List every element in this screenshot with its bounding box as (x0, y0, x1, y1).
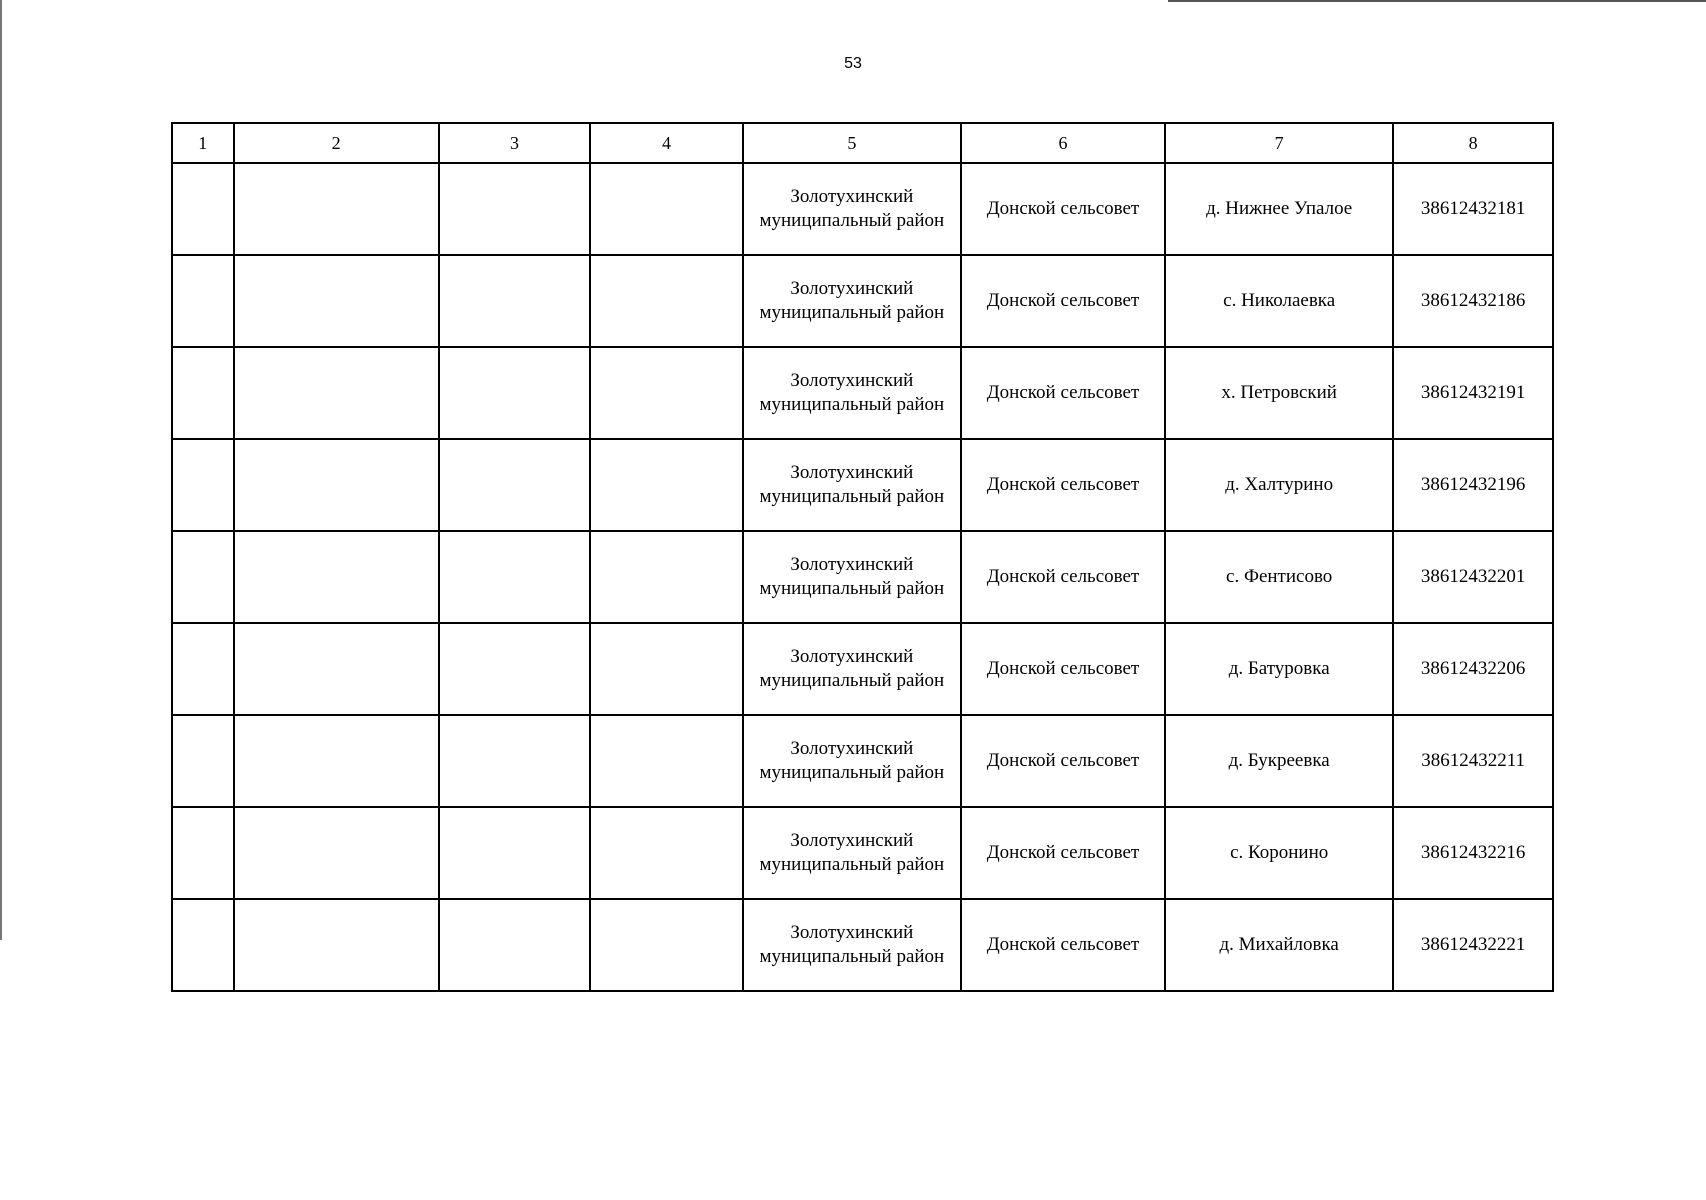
cell-settlement: д. Халтурино (1165, 439, 1393, 531)
cell-col-3 (439, 255, 591, 347)
district-name: Золотухинский (790, 922, 914, 943)
cell-col-3 (439, 715, 591, 807)
district-name: Золотухинский (790, 554, 914, 575)
cell-settlement: с. Николаевка (1165, 255, 1393, 347)
cell-col-4 (590, 807, 743, 899)
cell-col-2 (234, 899, 439, 991)
scan-edge-top (1168, 0, 1706, 2)
cell-settlement: д. Букреевка (1165, 715, 1393, 807)
cell-col-2 (234, 163, 439, 255)
header-cell-3: 3 (439, 123, 591, 163)
cell-col-2 (234, 439, 439, 531)
cell-oktmo-code: 38612432206 (1393, 623, 1553, 715)
district-type: муниципальный район (759, 762, 945, 783)
cell-oktmo-code: 38612432196 (1393, 439, 1553, 531)
district-type: муниципальный район (759, 394, 945, 415)
cell-oktmo-code: 38612432201 (1393, 531, 1553, 623)
table-row (172, 623, 1553, 715)
cell-col-1 (172, 899, 234, 991)
district-type: муниципальный район (759, 854, 945, 875)
cell-col-1 (172, 347, 234, 439)
cell-col-3 (439, 439, 591, 531)
cell-col-1 (172, 807, 234, 899)
cell-council: Донской сельсовет (961, 807, 1165, 899)
cell-council: Донской сельсовет (961, 715, 1165, 807)
cell-col-4 (590, 715, 743, 807)
district-name: Золотухинский (790, 738, 914, 759)
cell-col-3 (439, 347, 591, 439)
table-row (172, 347, 1553, 439)
page-number: 53 (844, 55, 862, 72)
table-row (172, 531, 1553, 623)
cell-col-3 (439, 531, 591, 623)
cell-col-2 (234, 531, 439, 623)
district-type: муниципальный район (759, 670, 945, 691)
cell-col-4 (590, 347, 743, 439)
header-cell-8: 8 (1393, 123, 1553, 163)
cell-settlement: д. Нижнее Упалое (1165, 163, 1393, 255)
header-cell-1: 1 (172, 123, 234, 163)
district-name: Золотухинский (790, 278, 914, 299)
cell-settlement: д. Михайловка (1165, 899, 1393, 991)
district-type: муниципальный район (759, 210, 945, 231)
cell-district (743, 439, 961, 531)
table-body (172, 163, 1553, 991)
cell-oktmo-code: 38612432191 (1393, 347, 1553, 439)
cell-col-1 (172, 715, 234, 807)
table-row (172, 163, 1553, 255)
header-cell-4: 4 (590, 123, 743, 163)
table-row (172, 439, 1553, 531)
header-cell-6: 6 (961, 123, 1165, 163)
district-name: Золотухинский (790, 186, 914, 207)
district-name: Золотухинский (790, 646, 914, 667)
district-type: муниципальный район (759, 578, 945, 599)
district-name: Золотухинский (790, 462, 914, 483)
cell-col-1 (172, 623, 234, 715)
cell-col-3 (439, 899, 591, 991)
cell-col-3 (439, 163, 591, 255)
cell-col-1 (172, 439, 234, 531)
cell-district (743, 531, 961, 623)
cell-col-4 (590, 899, 743, 991)
cell-col-4 (590, 623, 743, 715)
cell-oktmo-code: 38612432211 (1393, 715, 1553, 807)
cell-settlement: с. Фентисово (1165, 531, 1393, 623)
cell-council: Донской сельсовет (961, 347, 1165, 439)
cell-col-2 (234, 623, 439, 715)
cell-council: Донской сельсовет (961, 163, 1165, 255)
cell-oktmo-code: 38612432181 (1393, 163, 1553, 255)
cell-district (743, 899, 961, 991)
cell-col-2 (234, 347, 439, 439)
cell-col-1 (172, 163, 234, 255)
cell-col-4 (590, 255, 743, 347)
cell-col-2 (234, 255, 439, 347)
cell-col-3 (439, 807, 591, 899)
table-row (172, 255, 1553, 347)
header-cell-5: 5 (743, 123, 961, 163)
scan-edge-left (0, 0, 2, 940)
table-row (172, 899, 1553, 991)
cell-district (743, 715, 961, 807)
cell-council: Донской сельсовет (961, 899, 1165, 991)
cell-col-1 (172, 531, 234, 623)
cell-oktmo-code: 38612432186 (1393, 255, 1553, 347)
cell-council: Донской сельсовет (961, 531, 1165, 623)
cell-settlement: с. Коронино (1165, 807, 1393, 899)
cell-col-2 (234, 715, 439, 807)
cell-district (743, 163, 961, 255)
district-type: муниципальный район (759, 486, 945, 507)
cell-col-3 (439, 623, 591, 715)
district-name: Золотухинский (790, 830, 914, 851)
cell-col-4 (590, 163, 743, 255)
header-row (172, 123, 1553, 163)
registry-table (171, 122, 1554, 992)
table-row (172, 807, 1553, 899)
table-header (172, 123, 1553, 163)
cell-settlement: д. Батуровка (1165, 623, 1393, 715)
district-type: муниципальный район (759, 946, 945, 967)
cell-council: Донской сельсовет (961, 439, 1165, 531)
cell-col-2 (234, 807, 439, 899)
table-row (172, 715, 1553, 807)
cell-col-1 (172, 255, 234, 347)
cell-district (743, 623, 961, 715)
district-name: Золотухинский (790, 370, 914, 391)
header-cell-2: 2 (234, 123, 439, 163)
cell-oktmo-code: 38612432221 (1393, 899, 1553, 991)
cell-district (743, 347, 961, 439)
cell-oktmo-code: 38612432216 (1393, 807, 1553, 899)
header-cell-7: 7 (1165, 123, 1393, 163)
cell-col-4 (590, 439, 743, 531)
cell-settlement: х. Петровский (1165, 347, 1393, 439)
cell-district (743, 807, 961, 899)
cell-council: Донской сельсовет (961, 623, 1165, 715)
cell-col-4 (590, 531, 743, 623)
district-type: муниципальный район (759, 302, 945, 323)
cell-district (743, 255, 961, 347)
cell-council: Донской сельсовет (961, 255, 1165, 347)
